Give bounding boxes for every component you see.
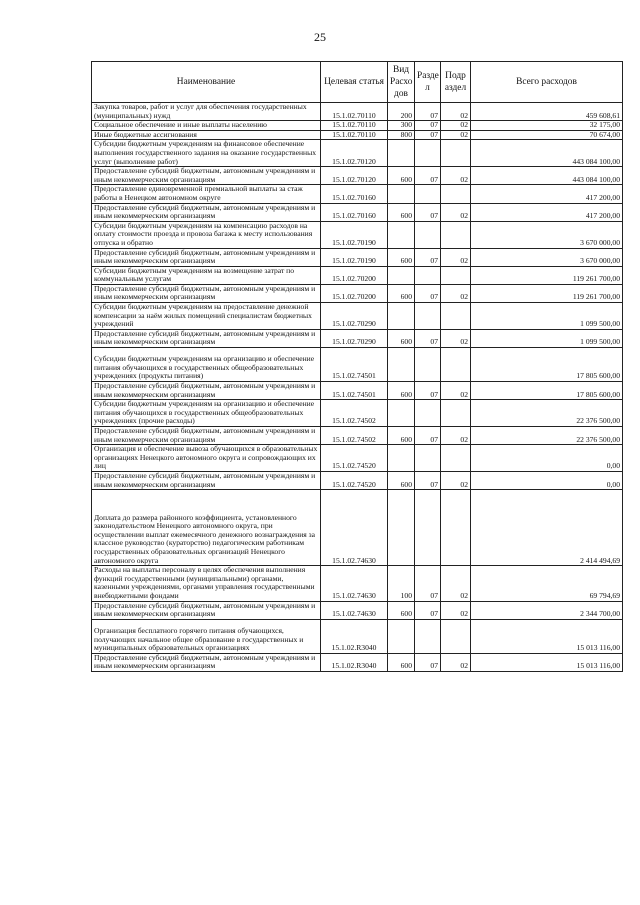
- cell-kind: [388, 490, 415, 566]
- header-section: Разде л: [415, 62, 441, 103]
- cell-kind: 600: [388, 382, 415, 400]
- cell-target: 15.1.02.70110: [321, 103, 388, 121]
- cell-section: [415, 140, 441, 167]
- cell-total: 22 376 500,00: [471, 400, 623, 427]
- cell-subsection: [441, 619, 471, 653]
- header-name: Наименование: [92, 62, 321, 103]
- cell-total: 417 200,00: [471, 185, 623, 203]
- cell-section: [415, 266, 441, 284]
- cell-target: 15.1.02.74501: [321, 348, 388, 382]
- cell-total: 17 805 600,00: [471, 382, 623, 400]
- cell-section: [415, 400, 441, 427]
- cell-kind: [388, 185, 415, 203]
- cell-name: Субсидии бюджетным учреждениям на организацию и обеспечение питания обучающихся в государственных общеобразовательных учреждениях (прочие расходы): [92, 400, 321, 427]
- cell-subsection: [441, 490, 471, 566]
- table-row: [92, 400, 623, 427]
- cell-total: 22 376 500,00: [471, 427, 623, 445]
- cell-total: 1 099 500,00: [471, 329, 623, 347]
- cell-subsection: 02: [441, 284, 471, 302]
- cell-kind: [388, 348, 415, 382]
- cell-name: Субсидии бюджетным учреждениям на организацию и обеспечение питания обучающихся в государственных общеобразовательных учреждениях (продукты питания): [92, 348, 321, 382]
- cell-section: [415, 490, 441, 566]
- cell-target: 15.1.02.70290: [321, 303, 388, 330]
- cell-name: Предоставление субсидий бюджетным, автономным учреждениям и иным некоммерческим организациям: [92, 471, 321, 489]
- cell-total: 69 794,69: [471, 566, 623, 601]
- cell-subsection: 02: [441, 248, 471, 266]
- cell-section: 07: [415, 203, 441, 221]
- cell-section: 07: [415, 471, 441, 489]
- cell-subsection: 02: [441, 329, 471, 347]
- cell-subsection: [441, 303, 471, 330]
- cell-section: 07: [415, 284, 441, 302]
- cell-total: 15 013 116,00: [471, 653, 623, 671]
- table-row: [92, 130, 623, 140]
- cell-target: 15.1.02.74630: [321, 601, 388, 619]
- cell-total: 32 175,00: [471, 121, 623, 131]
- cell-name: Предоставление субсидий бюджетным, автономным учреждениям и иным некоммерческим организациям: [92, 167, 321, 185]
- cell-name: Закупка товаров, работ и услуг для обеспечения государственных (муниципальных) нужд: [92, 103, 321, 121]
- cell-total: 70 674,00: [471, 130, 623, 140]
- cell-target: 15.1.02.74630: [321, 566, 388, 601]
- cell-name: Организация бесплатного горячего питания обучающихся, получающих начальное общее образование в государственных и муниципальных образовательных организациях: [92, 619, 321, 653]
- cell-name: Субсидии бюджетным учреждениям на компенсацию расходов на оплату стоимости проезда и провоза багажа к месту использования отпуска и обратно: [92, 221, 321, 248]
- cell-total: 3 670 000,00: [471, 248, 623, 266]
- cell-section: 07: [415, 329, 441, 347]
- cell-section: 07: [415, 167, 441, 185]
- cell-kind: [388, 221, 415, 248]
- cell-total: 17 805 600,00: [471, 348, 623, 382]
- table-row: [92, 203, 623, 221]
- cell-kind: [388, 400, 415, 427]
- cell-section: 07: [415, 130, 441, 140]
- cell-total: 2 344 700,00: [471, 601, 623, 619]
- cell-subsection: 02: [441, 167, 471, 185]
- cell-target: 15.1.02.70190: [321, 248, 388, 266]
- cell-section: [415, 619, 441, 653]
- cell-section: 07: [415, 653, 441, 671]
- cell-kind: 600: [388, 167, 415, 185]
- cell-kind: 600: [388, 284, 415, 302]
- cell-kind: 600: [388, 601, 415, 619]
- header-target: Целевая статья: [321, 62, 388, 103]
- cell-target: 15.1.02.70200: [321, 266, 388, 284]
- table-row: [92, 167, 623, 185]
- cell-target: 15.1.02.R3040: [321, 653, 388, 671]
- table-row: [92, 382, 623, 400]
- cell-target: 15.1.02.74520: [321, 445, 388, 472]
- cell-name: Субсидии бюджетным учреждениям на предоставление денежной компенсации за наём жилых помещений специалистам бюджетных учреждений: [92, 303, 321, 330]
- cell-kind: 600: [388, 471, 415, 489]
- cell-kind: 600: [388, 653, 415, 671]
- cell-target: 15.1.02.R3040: [321, 619, 388, 653]
- table-row: [92, 121, 623, 131]
- cell-section: 07: [415, 427, 441, 445]
- cell-name: Иные бюджетные ассигнования: [92, 130, 321, 140]
- cell-target: 15.1.02.70160: [321, 203, 388, 221]
- cell-kind: 600: [388, 329, 415, 347]
- table-row: [92, 619, 623, 653]
- cell-subsection: 02: [441, 103, 471, 121]
- cell-total: 443 084 100,00: [471, 140, 623, 167]
- cell-total: 15 013 116,00: [471, 619, 623, 653]
- cell-subsection: [441, 140, 471, 167]
- table-row: [92, 348, 623, 382]
- cell-total: 3 670 000,00: [471, 221, 623, 248]
- cell-name: Расходы на выплаты персоналу в целях обеспечения выполнения функций государственными (муниципальными) органами, казенными учреждениями, органами управления государственными внебюджетными фондами: [92, 566, 321, 601]
- cell-name: Предоставление субсидий бюджетным, автономным учреждениям и иным некоммерческим организациям: [92, 248, 321, 266]
- header-kind: Вид Расхо дов: [388, 62, 415, 103]
- cell-target: 15.1.02.70120: [321, 167, 388, 185]
- cell-target: 15.1.02.74520: [321, 471, 388, 489]
- cell-subsection: 02: [441, 130, 471, 140]
- cell-kind: [388, 303, 415, 330]
- cell-name: Предоставление субсидий бюджетным, автономным учреждениям и иным некоммерческим организациям: [92, 653, 321, 671]
- table-row: [92, 221, 623, 248]
- cell-target: 15.1.02.70200: [321, 284, 388, 302]
- cell-subsection: [441, 348, 471, 382]
- cell-kind: 100: [388, 566, 415, 601]
- cell-subsection: [441, 221, 471, 248]
- cell-total: 1 099 500,00: [471, 303, 623, 330]
- cell-name: Предоставление субсидий бюджетным, автономным учреждениям и иным некоммерческим организациям: [92, 284, 321, 302]
- table-row: [92, 653, 623, 671]
- cell-total: 0,00: [471, 471, 623, 489]
- cell-kind: 600: [388, 248, 415, 266]
- table-row: [92, 471, 623, 489]
- table-row: [92, 329, 623, 347]
- cell-target: 15.1.02.70160: [321, 185, 388, 203]
- cell-target: 15.1.02.74502: [321, 400, 388, 427]
- table-header-row: [92, 62, 623, 103]
- cell-kind: 600: [388, 427, 415, 445]
- cell-section: 07: [415, 601, 441, 619]
- table-row: [92, 601, 623, 619]
- cell-name: Предоставление единовременной премиальной выплаты за стаж работы в Ненецком автономном округе: [92, 185, 321, 203]
- cell-subsection: [441, 266, 471, 284]
- cell-subsection: 02: [441, 427, 471, 445]
- header-subsection: Подр аздел: [441, 62, 471, 103]
- cell-name: Социальное обеспечение и иные выплаты населению: [92, 121, 321, 131]
- table-row: [92, 427, 623, 445]
- table-row: [92, 140, 623, 167]
- cell-section: 07: [415, 103, 441, 121]
- page-number: 25: [314, 30, 326, 44]
- cell-target: 15.1.02.74630: [321, 490, 388, 566]
- cell-section: [415, 185, 441, 203]
- cell-name: Субсидии бюджетным учреждениям на финансовое обеспечение выполнения государственного задания на оказание государственных услуг (выполнение работ): [92, 140, 321, 167]
- cell-subsection: 02: [441, 566, 471, 601]
- cell-section: 07: [415, 566, 441, 601]
- cell-total: 459 608,61: [471, 103, 623, 121]
- cell-kind: 600: [388, 203, 415, 221]
- table-row: [92, 284, 623, 302]
- cell-target: 15.1.02.74502: [321, 427, 388, 445]
- cell-total: 119 261 700,00: [471, 284, 623, 302]
- cell-name: Предоставление субсидий бюджетным, автономным учреждениям и иным некоммерческим организациям: [92, 427, 321, 445]
- cell-name: Доплата до размера районного коэффициента, установленного законодательством Ненецкого автономного округа, при осуществлении выплат ежемесячного денежного вознаграждения за классное руководство (кураторство) педагогическим работникам государственных образовательных организаций Ненецкого автономного округа: [92, 490, 321, 566]
- cell-kind: [388, 445, 415, 472]
- cell-subsection: [441, 185, 471, 203]
- table-row: [92, 103, 623, 121]
- cell-target: 15.1.02.70190: [321, 221, 388, 248]
- cell-subsection: 02: [441, 382, 471, 400]
- cell-kind: [388, 266, 415, 284]
- cell-subsection: 02: [441, 121, 471, 131]
- cell-name: Предоставление субсидий бюджетным, автономным учреждениям и иным некоммерческим организациям: [92, 203, 321, 221]
- cell-subsection: [441, 400, 471, 427]
- cell-name: Предоставление субсидий бюджетным, автономным учреждениям и иным некоммерческим организациям: [92, 601, 321, 619]
- header-total: Всего расходов: [471, 62, 623, 103]
- cell-section: [415, 221, 441, 248]
- table-body: [92, 103, 623, 672]
- cell-subsection: [441, 445, 471, 472]
- table-row: [92, 266, 623, 284]
- cell-name: Субсидии бюджетным учреждениям на возмещение затрат по коммунальным услугам: [92, 266, 321, 284]
- cell-kind: [388, 140, 415, 167]
- cell-total: 0,00: [471, 445, 623, 472]
- cell-target: 15.1.02.70110: [321, 130, 388, 140]
- cell-name: Организация и обеспечение вывоза обучающихся в образовательных организациях Ненецкого автономного округа и сопровождающих их лиц: [92, 445, 321, 472]
- cell-subsection: 02: [441, 601, 471, 619]
- cell-subsection: 02: [441, 653, 471, 671]
- cell-name: Предоставление субсидий бюджетным, автономным учреждениям и иным некоммерческим организациям: [92, 382, 321, 400]
- cell-total: 443 084 100,00: [471, 167, 623, 185]
- budget-table: [91, 61, 623, 672]
- cell-total: 119 261 700,00: [471, 266, 623, 284]
- cell-target: 15.1.02.70290: [321, 329, 388, 347]
- cell-target: 15.1.02.70120: [321, 140, 388, 167]
- cell-subsection: 02: [441, 471, 471, 489]
- cell-section: [415, 303, 441, 330]
- table-row: [92, 303, 623, 330]
- cell-target: 15.1.02.70110: [321, 121, 388, 131]
- cell-subsection: 02: [441, 203, 471, 221]
- cell-section: 07: [415, 248, 441, 266]
- cell-kind: 200: [388, 103, 415, 121]
- cell-kind: 300: [388, 121, 415, 131]
- table-row: [92, 490, 623, 566]
- cell-section: 07: [415, 382, 441, 400]
- cell-section: 07: [415, 121, 441, 131]
- table-row: [92, 445, 623, 472]
- cell-total: 2 414 494,69: [471, 490, 623, 566]
- cell-kind: 800: [388, 130, 415, 140]
- cell-target: 15.1.02.74501: [321, 382, 388, 400]
- cell-kind: [388, 619, 415, 653]
- table-row: [92, 248, 623, 266]
- table-row: [92, 185, 623, 203]
- table-row: [92, 566, 623, 601]
- cell-section: [415, 348, 441, 382]
- cell-section: [415, 445, 441, 472]
- cell-total: 417 200,00: [471, 203, 623, 221]
- cell-name: Предоставление субсидий бюджетным, автономным учреждениям и иным некоммерческим организациям: [92, 329, 321, 347]
